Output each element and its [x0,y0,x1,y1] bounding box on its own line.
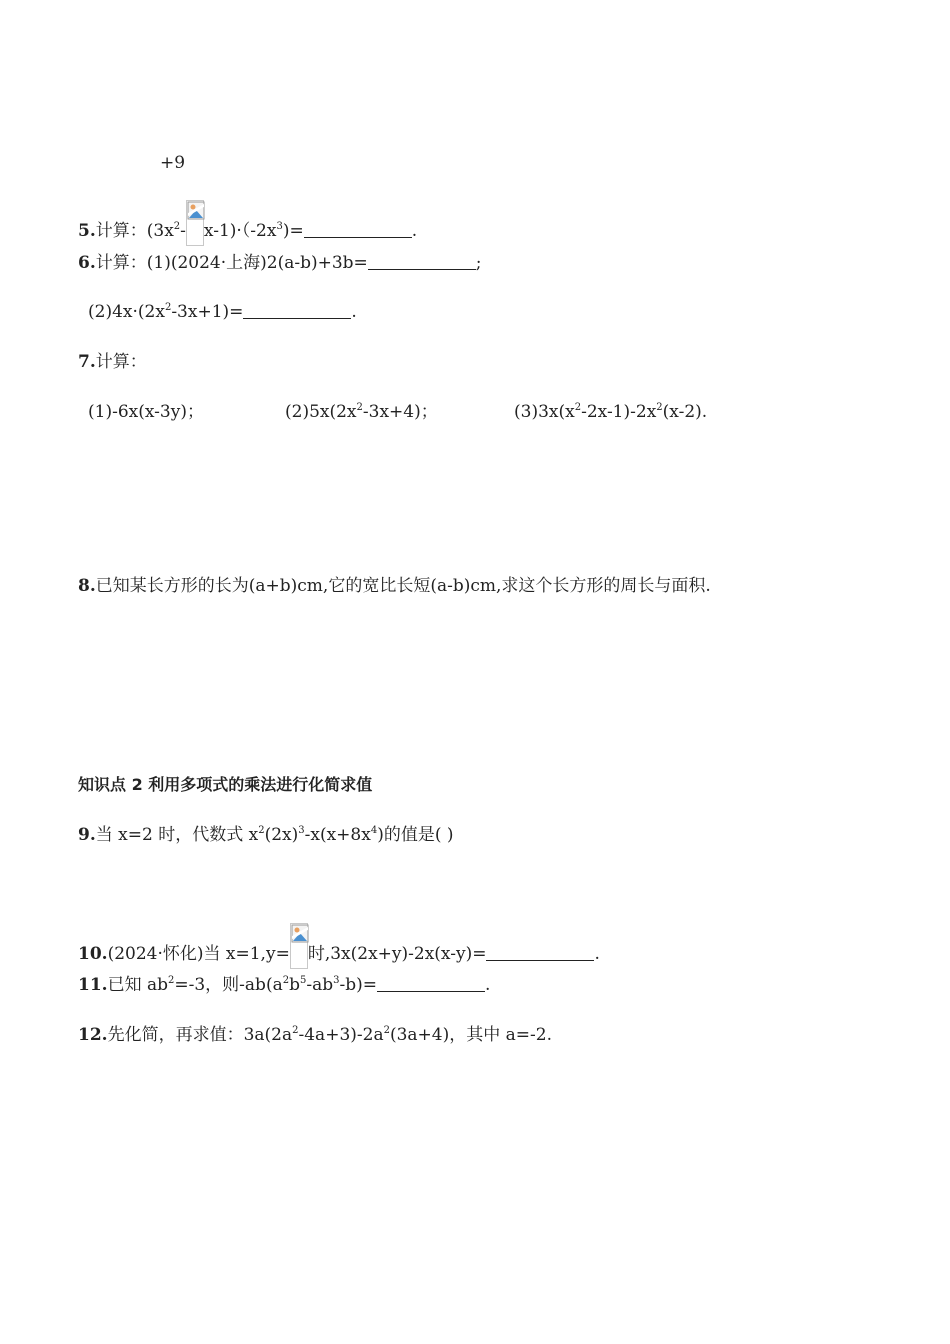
question-number: 6. [78,253,96,273]
question-8: 8.已知某长方形的长为(a+b)cm,它的宽比长短(a-b)cm,求这个长方形的周长与面积. [78,576,711,596]
answer-blank[interactable] [368,253,476,270]
question-number: 5. [78,221,96,241]
fragment-text: +9 [160,153,186,173]
question-9: 9.当 x=2 时，代数式 $x^2(2x)^3-x(x+8x^4)$的值是( ) [78,825,454,845]
question-7: 7.计算： [78,352,147,372]
question-5: 5.计算：($3x^2-$ $x-1)\cdot(-2x^3)=$ . [78,200,417,246]
question-7-part-1: (1)-6x(x-3y)； [88,402,204,422]
question-10: 10.(2024·怀化)当 x=1,y= 时,3x(2x+y)-2x(x-y)= . [78,923,600,969]
broken-image-icon [186,200,204,246]
question-number: 9. [78,825,96,845]
question-7-part-3: $(3)3x(x^2-2x-1)-2x^2(x-2)$. [514,402,708,422]
question-number: 7. [78,352,96,372]
question-number: 10. [78,944,108,964]
question-6-part-2: $(2)4x\cdot(2x^2-3x+1)=$ . [88,302,357,322]
question-number: 11. [78,975,108,995]
question-number: 8. [78,576,96,596]
question-11: 11.已知 $ab^2=-3$，则$-ab(a^2b^5-ab^3-b)=$ . [78,975,491,995]
question-number: 12. [78,1025,108,1045]
question-6: 6.计算：(1)(2024·上海)2(a-b)+3b= ; [78,253,482,273]
section-heading: 知识点 2 利用多项式的乘法进行化简求值 [78,775,373,794]
answer-blank[interactable] [304,221,412,238]
broken-image-icon [290,923,308,969]
answer-blank[interactable] [486,944,594,961]
answer-blank[interactable] [377,975,485,992]
question-12: 12.先化简，再求值：$3a(2a^2-4a+3)-2a^2(3a+4)$，其中 a=-2. [78,1025,552,1045]
question-7-part-2: $(2)5x(2x^2-3x+4)$； [285,402,438,422]
answer-blank[interactable] [243,302,351,319]
